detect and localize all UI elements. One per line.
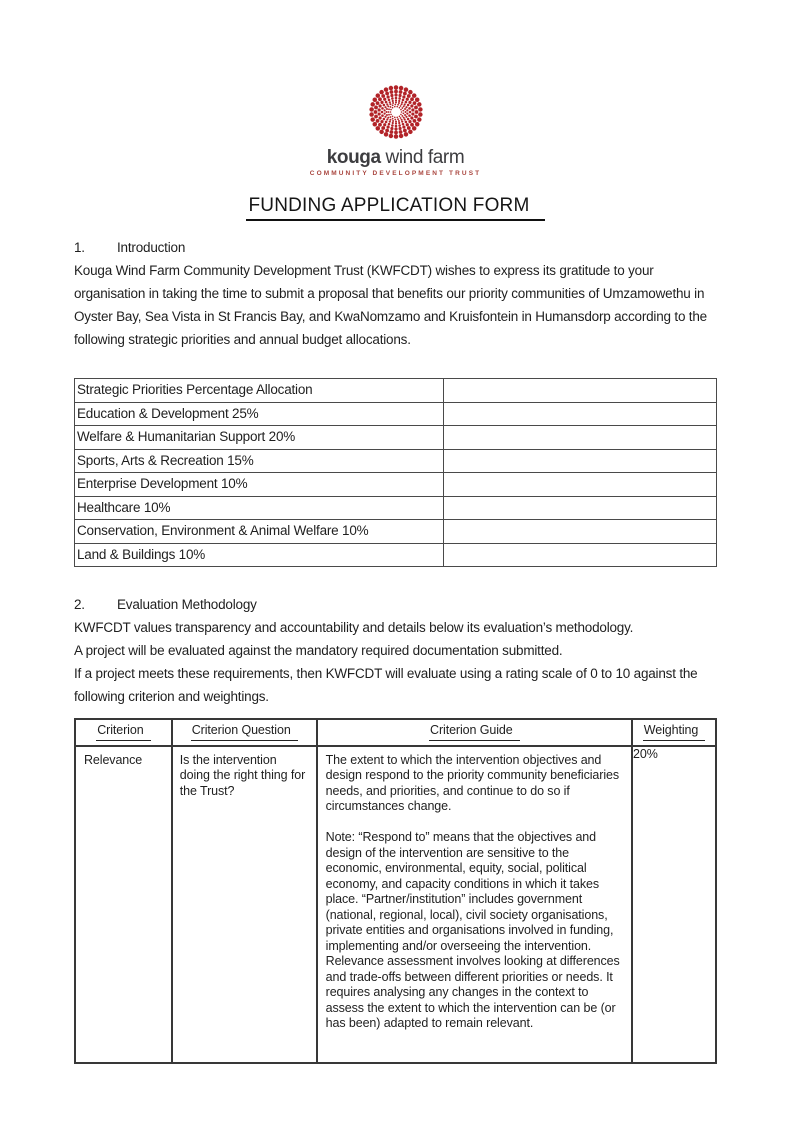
table-row — [75, 379, 717, 403]
evaluation-paragraph-line: KWFCDT values transparency and accountability and details below its evaluation’s methodology. — [74, 620, 634, 635]
priority-value-cell — [444, 402, 717, 426]
guide-paragraph: Note: “Respond to” means that the objectives and design of the intervention are sensitive to the economic, environmental, equity, social, political economy, and capacity conditions in which it takes place. “Partner/institution” includes government (national, regional, local), civil society organisations, private entities and organisations involved in funding, implementing and/or overseeing the intervention. Relevance assessment involves looking at differences and trade-offs between different priorities or needs. It requires analysing any changes in the context to assess the extent to which the intervention can be (or has been) adapted to remain relevant. — [325, 830, 620, 1030]
priority-label-cell: Strategic Priorities Percentage Allocation — [75, 379, 444, 403]
priority-label-cell: Land & Buildings 10% — [75, 543, 444, 567]
table-row — [75, 426, 717, 450]
page-title: FUNDING APPLICATION FORM — [246, 195, 544, 221]
table-row — [75, 473, 717, 497]
priority-label-cell: Conservation, Environment & Animal Welfare 10% — [75, 520, 444, 544]
section-heading-introduction — [74, 236, 717, 259]
logo — [74, 0, 717, 178]
weighting-header-cell — [632, 719, 716, 746]
brand-name-bold: kouga — [326, 147, 381, 168]
criterion-guide-cell — [317, 746, 632, 1063]
table-header-row — [75, 719, 716, 746]
priority-label-cell: Enterprise Development 10% — [75, 473, 444, 497]
criteria-table — [74, 718, 717, 1064]
table-row — [75, 449, 717, 473]
brand-name — [74, 147, 717, 168]
criterion-guide-header-cell — [317, 719, 632, 746]
criterion-header-cell — [75, 719, 172, 746]
evaluation-paragraph-line: A project will be evaluated against the mandatory required documentation submitted. — [74, 643, 563, 658]
title-row — [74, 195, 717, 221]
section-number: 2. — [74, 597, 85, 612]
table-row — [75, 402, 717, 426]
guide-paragraph: The extent to which the intervention objectives and design respond to the priority community beneficiaries needs, and priorities, and continue to do so if circumstances change. — [325, 752, 620, 813]
intro-paragraph: Kouga Wind Farm Community Development Trust (KWFCDT) wishes to express its gratitude to your organisation in taking the time to submit a proposal that benefits our priority communities of Umzamowethu in Oyster Bay, Sea Vista in St Francis Bay, and KwaNomzamo and Kruisfontein in Humansdorp according to the following strategic priorities and annual budget allocations. — [74, 263, 707, 347]
priority-value-cell — [444, 426, 717, 450]
priorities-table — [74, 378, 717, 567]
criterion-question-header-cell — [172, 719, 317, 746]
criterion-question-header-label: Criterion Question — [191, 723, 298, 741]
section-heading-label: Evaluation Methodology — [117, 597, 257, 612]
criterion-guide-header-label: Criterion Guide — [429, 723, 520, 741]
evaluation-paragraph-line: If a project meets these requirements, then KWFCDT will evaluate using a rating scale of 0 to 10 against the following criterion and weightings. — [74, 666, 698, 704]
priority-value-cell — [444, 520, 717, 544]
brand-tagline: COMMUNITY DEVELOPMENT TRUST — [309, 170, 482, 177]
table-row — [75, 746, 716, 1063]
priority-label-cell: Welfare & Humanitarian Support 20% — [75, 426, 444, 450]
table-row — [75, 520, 717, 544]
criterion-cell: Relevance — [75, 746, 172, 1063]
section-heading-evaluation — [74, 593, 717, 616]
table-row — [75, 543, 717, 567]
section-number: 1. — [74, 240, 85, 255]
table-row — [75, 496, 717, 520]
brand-name-regular: wind farm — [380, 147, 465, 168]
priority-value-cell — [444, 449, 717, 473]
weighting-cell: 20% — [632, 746, 716, 1063]
priority-value-cell — [444, 496, 717, 520]
section-heading-label: Introduction — [117, 240, 186, 255]
priority-value-cell — [444, 473, 717, 497]
priority-value-cell — [444, 543, 717, 567]
priority-value-cell — [444, 379, 717, 403]
priority-label-cell: Healthcare 10% — [75, 496, 444, 520]
weighting-header-label: Weighting — [643, 723, 705, 741]
priority-label-cell: Education & Development 25% — [75, 402, 444, 426]
criterion-header-label: Criterion — [96, 723, 150, 741]
sunburst-logo-icon — [368, 84, 424, 140]
priority-label-cell: Sports, Arts & Recreation 15% — [75, 449, 444, 473]
criterion-question-cell: Is the intervention doing the right thing for the Trust? — [172, 746, 317, 1063]
